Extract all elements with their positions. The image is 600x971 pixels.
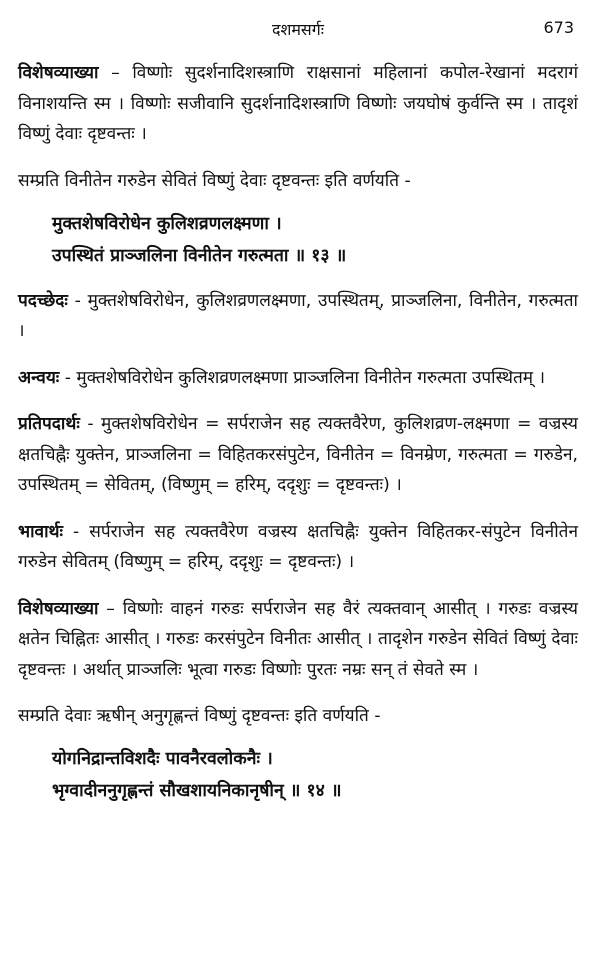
section-text: – विष्णोः सुदर्शनादिशस्त्राणि राक्षसानां महिलानां कपोल-रेखानां मदरागं विनाशयन्ति स्म । विष्णोः सजीवानि सुदर्शनादिशस्त्राणि विष्णोः जयघोषं कुर्वन्ति स्म । तादृशं विष्णुं देवाः दृष्टवन्तः ।	[18, 63, 578, 144]
page-header	[18, 0, 578, 58]
section-label: विशेषव्याख्या	[18, 63, 99, 83]
section-text: – विष्णोः वाहनं गरुडः सर्पराजेन सह वैरं त्यक्तवान् आसीत् । गरुडः वज्रस्य क्षतेन चिह्नितः आसीत् । गरुडः करसंपुटेन विनीतः आसीत् । तादृशेन गरुडेन सेवितं विष्णुं देवाः दृष्टवन्तः । अर्थात् प्राञ्जलिः भूत्वा गरुडः विष्णोः पुरतः नम्रः सन् तं सेवते स्म ।	[18, 598, 578, 680]
commentary-paragraph-2	[18, 594, 578, 686]
page-number: 673	[543, 18, 574, 37]
section-label: प्रतिपदार्थः	[18, 414, 80, 434]
verse-line: मुक्तशेषविरोधेन कुलिशव्रणलक्ष्मणा ।	[52, 213, 282, 234]
pratipadartha-paragraph	[18, 409, 578, 501]
verse-13	[52, 208, 578, 272]
verse-14	[52, 743, 578, 807]
section-text: - मुक्तशेषविरोधेन = सर्पराजेन सह त्यक्तवैरेण, कुलिशव्रण-लक्ष्मणा = वज्रस्य क्षतचिह्नैः युक्तेन, प्राञ्जलिना = विहितकरसंपुटेन, विनीतेन = विनम्रेण, गरुत्मता = गरुडेन, उपस्थितम् = सेवितम्, (विष्णुम् = हरिम्, ददृशुः = दृष्टवन्तः) ।	[18, 414, 578, 495]
running-title: दशमसर्गः	[271, 20, 324, 39]
padaccheda-paragraph	[18, 286, 578, 347]
bhavartha-paragraph	[18, 517, 578, 578]
section-label: अन्वयः	[18, 367, 60, 388]
anvaya-paragraph	[18, 363, 578, 394]
commentary-paragraph-1	[18, 58, 578, 150]
section-text: - मुक्तशेषविरोधेन, कुलिशव्रणलक्ष्मणा, उपस्थितम्, प्राञ्जलिना, विनीतेन, गरुत्मता ।	[18, 290, 578, 341]
section-text: - सर्पराजेन सह त्यक्तवैरेण वज्रस्य क्षतचिह्नैः युक्तेन विहितकर-संपुटेन विनीतेन गरुडेन सेवितम् (विष्णुम् = हरिम्, ददृशुः = दृष्टवन्तः) ।	[18, 521, 578, 572]
section-label: पदच्छेदः	[18, 290, 68, 311]
section-text: - मुक्तशेषविरोधेन कुलिशव्रणलक्ष्मणा प्राञ्जलिना विनीतेन गरुत्मता उपस्थितम् ।	[59, 367, 545, 388]
verse-line: भृग्वादीननुगृह्णन्तं सौखशायनिकानृषीन् ॥ १४ ॥	[52, 781, 342, 801]
verse-intro-13: सम्प्रति विनीतेन गरुडेन सेवितं विष्णुं देवाः दृष्टवन्तः इति वर्णयति -	[18, 170, 411, 191]
verse-line: योगनिद्रान्तविशदैः पावनैरवलोकनैः ।	[52, 749, 273, 769]
section-label: भावार्थः	[18, 521, 63, 542]
verse-line: उपस्थितं प्राञ्जलिना विनीतेन गरुत्मता ॥ १३ ॥	[52, 245, 347, 266]
section-label: विशेषव्याख्या	[18, 598, 99, 619]
verse-intro-14: सम्प्रति देवाः ऋषीन् अनुगृह्णन्तं विष्णुं दृष्टवन्तः इति वर्णयति -	[18, 706, 381, 726]
